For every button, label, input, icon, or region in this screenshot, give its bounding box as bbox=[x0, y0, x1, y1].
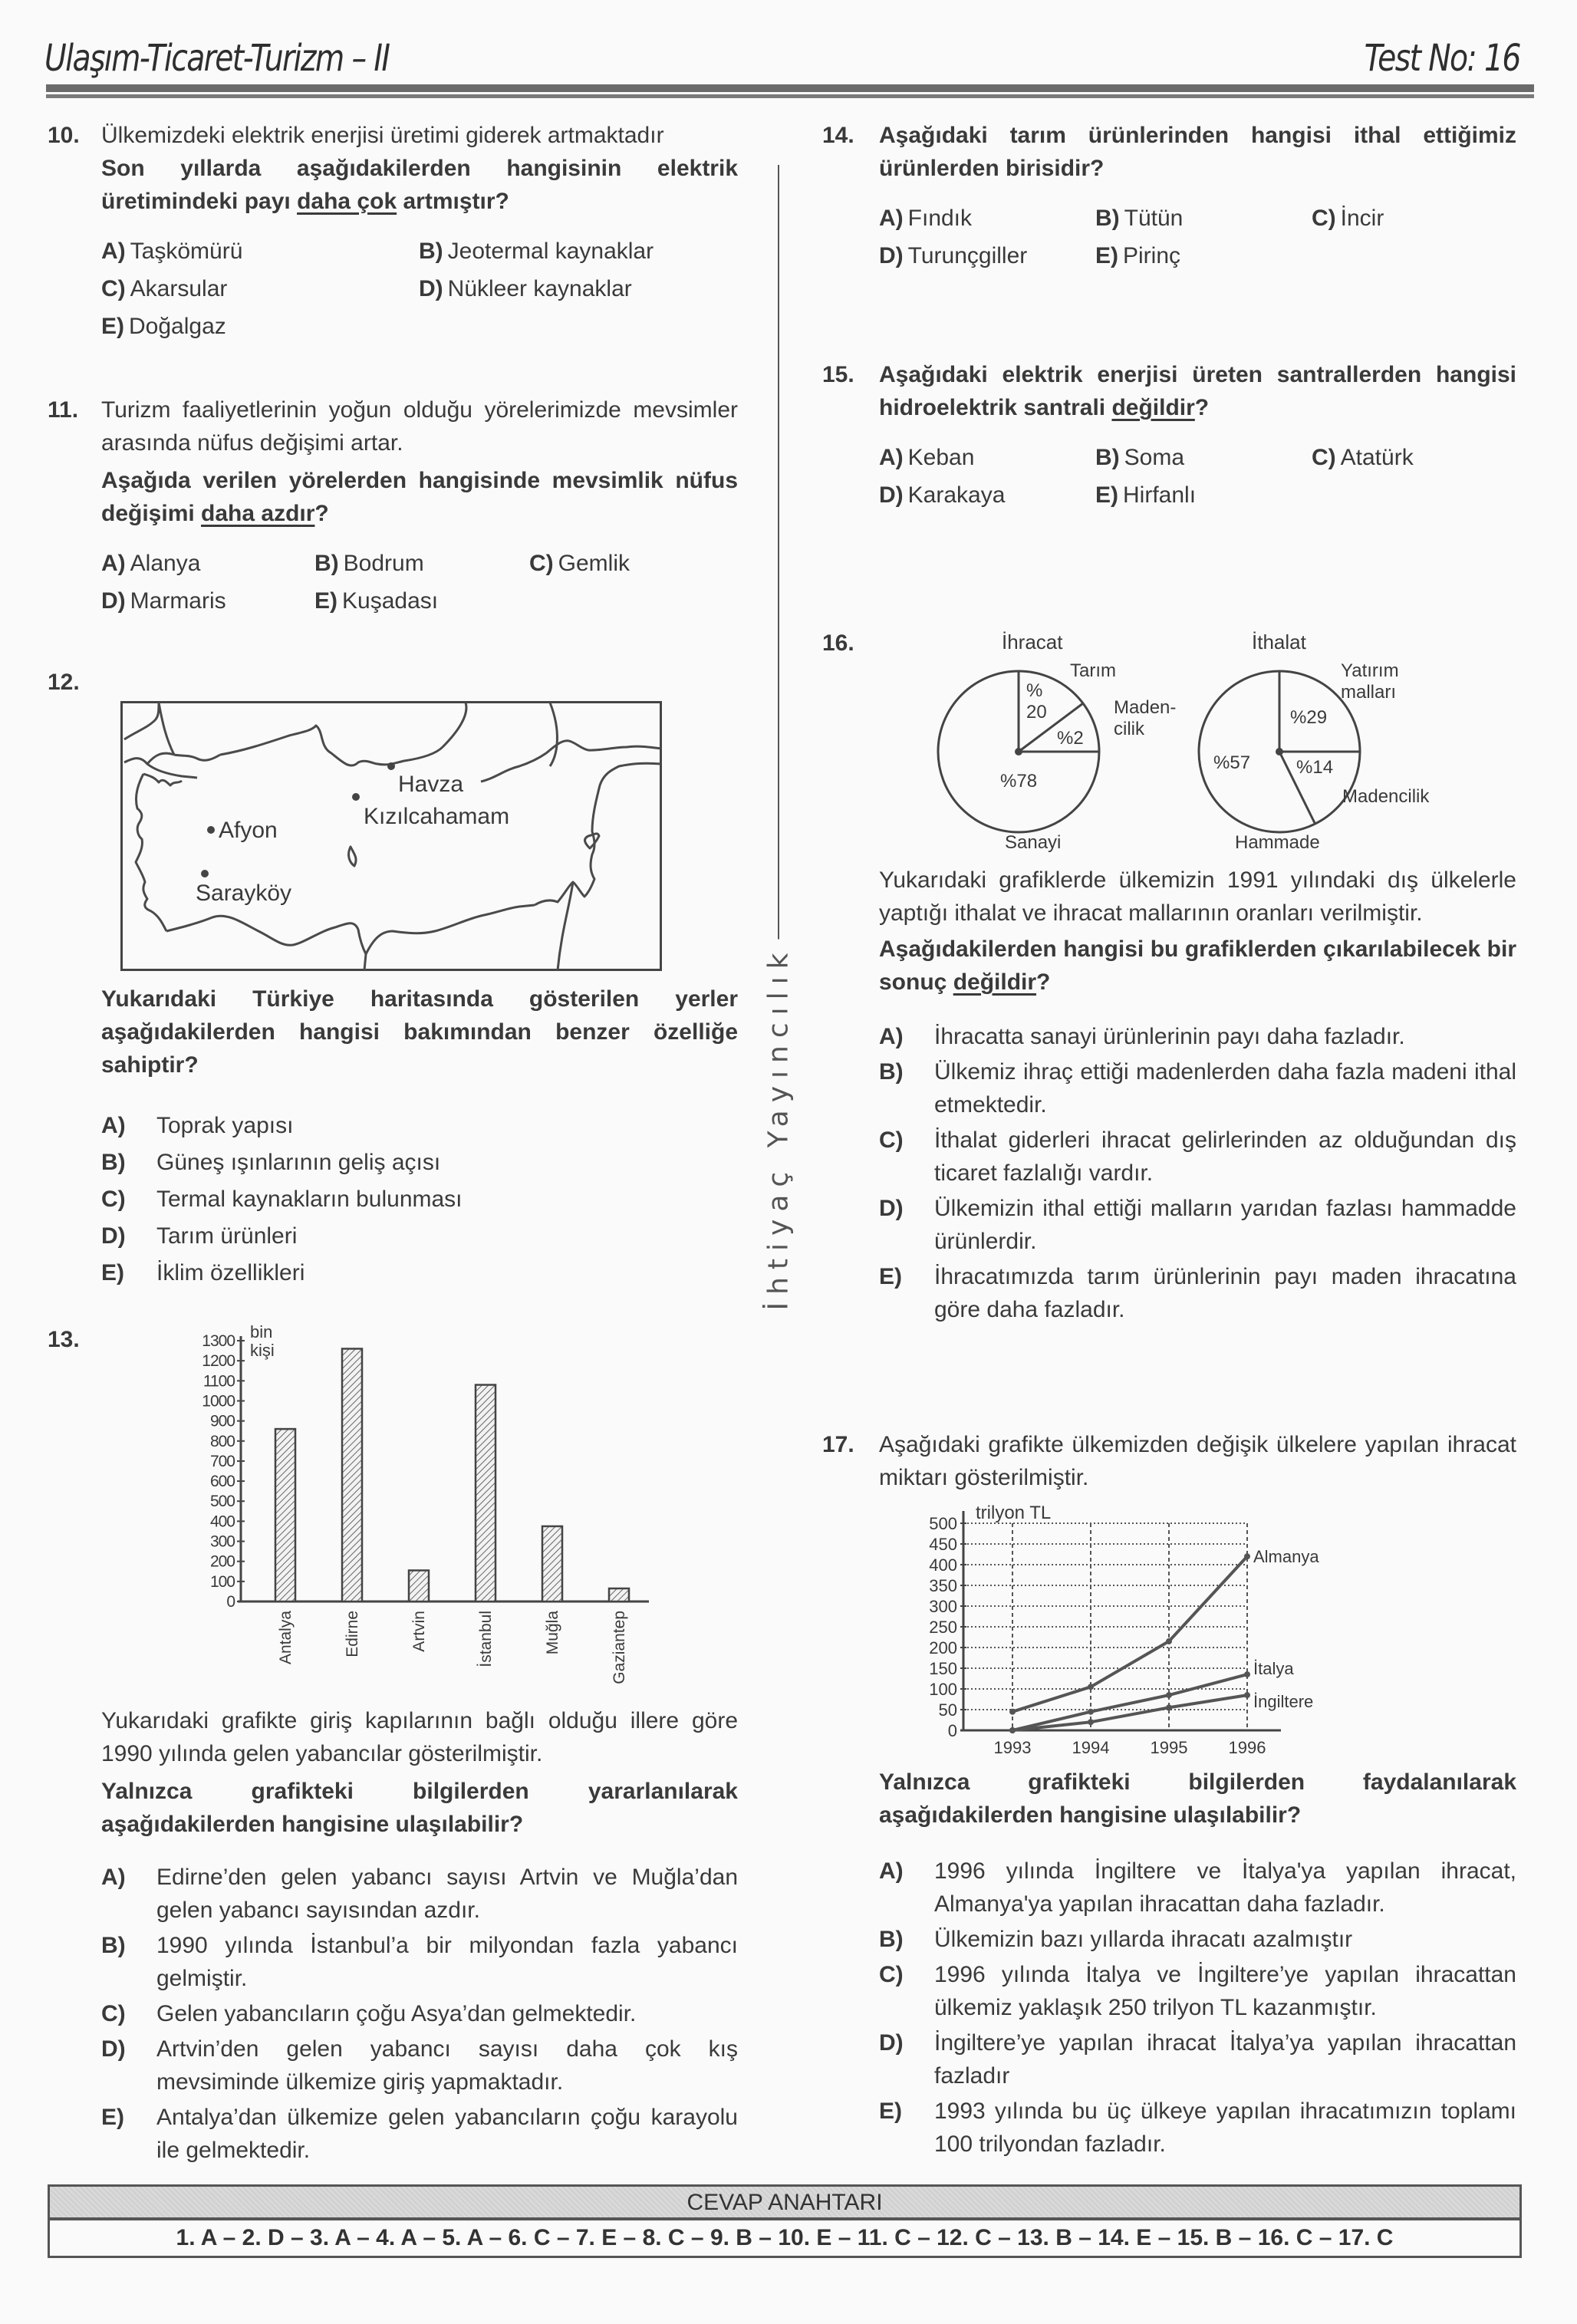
svg-text:1996: 1996 bbox=[1228, 1738, 1266, 1756]
answer-key bbox=[48, 2184, 1522, 2258]
question-stem: Yukarıdaki grafikte giriş kapılarının bağlı olduğu illere göre 1990 yılında gelen yabancılar gösterilmiştir. bbox=[101, 1708, 738, 1766]
option-c[interactable]: C) Akarsular bbox=[101, 276, 228, 301]
option-e[interactable]: E) Antalya’dan ülkemize gelen yabancıların çoğu karayolu ile gelmektedir. bbox=[101, 2105, 738, 2163]
svg-text:İtalya: İtalya bbox=[1253, 1659, 1294, 1679]
turkey-map bbox=[120, 701, 662, 971]
svg-text:%78: %78 bbox=[1000, 771, 1038, 792]
svg-text:Antalya: Antalya bbox=[277, 1611, 295, 1665]
svg-text:0: 0 bbox=[947, 1721, 957, 1740]
question-number: 14. bbox=[822, 123, 854, 148]
svg-text:100: 100 bbox=[209, 1572, 235, 1591]
option-d[interactable]: D) İngiltere’ye yapılan ihracat İtalya’ya yapılan ihracattan fazladır bbox=[879, 2030, 1516, 2089]
svg-text:İngiltere: İngiltere bbox=[1253, 1692, 1314, 1712]
option-e[interactable]: E) İklim özellikleri bbox=[101, 1260, 305, 1285]
option-c[interactable]: C) 1996 yılında İtalya ve İngiltere’ye yapılan ihracattan ülkemiz yaklaşık 250 trilyon TL kazanmıştır. bbox=[879, 1962, 1516, 2020]
svg-text:100: 100 bbox=[929, 1680, 957, 1699]
question-number: 15. bbox=[822, 362, 854, 387]
svg-text:1995: 1995 bbox=[1150, 1738, 1188, 1756]
svg-text:%57: %57 bbox=[1213, 752, 1251, 773]
option-e[interactable]: E) Kuşadası bbox=[314, 588, 439, 614]
question-number: 12. bbox=[48, 670, 80, 695]
svg-text:300: 300 bbox=[209, 1532, 235, 1551]
option-c[interactable]: C) İthalat giderleri ihracat gelirlerinden az olduğundan dış ticaret fazlalığı vardır. bbox=[879, 1127, 1516, 1186]
svg-text:600: 600 bbox=[209, 1473, 235, 1491]
question-number: 10. bbox=[48, 123, 80, 148]
option-c[interactable]: C) Termal kaynakların bulunması bbox=[101, 1187, 463, 1212]
question-prompt: Yalnızca grafikteki bilgilerden faydalanılarak aşağıdakilerden hangisine ulaşılabilir? bbox=[879, 1769, 1516, 1828]
svg-text:1993: 1993 bbox=[993, 1738, 1032, 1756]
option-a[interactable]: A) 1996 yılında İngiltere ve İtalya'ya yapılan ihracat, Almanya'ya yapılan ihracattan daha fazladır. bbox=[879, 1858, 1516, 1917]
question-13-body bbox=[101, 1704, 738, 2168]
svg-text:Gaziantep: Gaziantep bbox=[611, 1611, 628, 1684]
question-number: 17. bbox=[822, 1432, 854, 1457]
svg-text:200: 200 bbox=[929, 1638, 957, 1657]
question-prompt: Aşağıdakilerden hangisi bu grafiklerden çıkarılabilecek bir sonuç değildir? bbox=[879, 937, 1516, 995]
pie-label-sanayi: Sanayi bbox=[1005, 832, 1062, 853]
emphasis: daha çok bbox=[297, 189, 397, 214]
option-a[interactable]: A) İhracatta sanayi ürünlerinin payı daha fazladır. bbox=[879, 1024, 1405, 1049]
svg-text:300: 300 bbox=[929, 1597, 957, 1616]
option-c[interactable]: C) Atatürk bbox=[1312, 445, 1414, 470]
option-d[interactable]: D) Artvin’den gelen yabancı sayısı daha çok kış mevsiminde ülkemize giriş yapmaktadır. bbox=[101, 2036, 738, 2095]
option-b[interactable]: B) Jeotermal kaynaklar bbox=[419, 239, 654, 264]
option-a[interactable]: A) Keban bbox=[879, 445, 975, 470]
question-number: 11. bbox=[48, 397, 79, 423]
option-c[interactable]: C) İncir bbox=[1312, 206, 1384, 231]
answer-key-title: CEVAP ANAHTARI bbox=[50, 2187, 1519, 2220]
svg-text:20: 20 bbox=[1026, 702, 1047, 723]
option-e[interactable]: E) Pirinç bbox=[1095, 243, 1181, 268]
option-d[interactable]: D) Tarım ürünleri bbox=[101, 1223, 298, 1249]
question-prompt: Yukarıdaki Türkiye haritasında gösterilen yerler aşağıdakilerden hangisi bakımından benzer özelliğe sahiptir? bbox=[101, 986, 738, 1078]
svg-text:150: 150 bbox=[929, 1659, 957, 1678]
option-d[interactable]: D) Nükleer kaynaklar bbox=[419, 276, 632, 301]
pie-title-ithalat: İthalat bbox=[1252, 630, 1306, 653]
header-rule bbox=[46, 84, 1534, 94]
svg-text:Artvin: Artvin bbox=[410, 1611, 428, 1652]
svg-text:250: 250 bbox=[929, 1618, 957, 1637]
question-number: 13. bbox=[48, 1327, 80, 1352]
option-b[interactable]: B) Ülkemiz ihraç ettiği madenlerden daha fazla madeni ithal etmektedir. bbox=[879, 1059, 1516, 1118]
option-d[interactable]: D) Ülkemizin ithal ettiği malların yarıdan fazlası hammadde ürünlerdir. bbox=[879, 1196, 1516, 1254]
option-d[interactable]: D) Turunçgiller bbox=[879, 243, 1028, 268]
answer-key-line: 1. A – 2. D – 3. A – 4. A – 5. A – 6. C – 7. E – 8. C – 9. B – 10. E – 11. C – 12. C – 13. B – 14. E – 15. B – 16. C – 17. C bbox=[176, 2225, 1394, 2250]
question-stem: Aşağıdaki grafikte ülkemizden değişik ülkelere yapılan ihracat miktarı gösterilmiştir. bbox=[879, 1432, 1516, 1490]
option-b[interactable]: B) Bodrum bbox=[314, 551, 424, 576]
svg-text:1300: 1300 bbox=[202, 1332, 235, 1350]
option-a[interactable]: A) Edirne’den gelen yabancı sayısı Artvin ve Muğla’dan gelen yabancı sayısından azdır. bbox=[101, 1865, 738, 1923]
line-chart-exports bbox=[920, 1503, 1419, 1756]
svg-text:350: 350 bbox=[929, 1576, 957, 1595]
option-a[interactable]: A) Taşkömürü bbox=[101, 239, 243, 264]
y-axis-unit-bin: bin bbox=[250, 1322, 273, 1341]
svg-text:%2: %2 bbox=[1057, 728, 1084, 749]
pie-label-tarim: Tarım bbox=[1070, 660, 1116, 681]
y-axis-unit: trilyon TL bbox=[976, 1503, 1052, 1523]
question-prompt: Aşağıda verilen yörelerden hangisinde mevsimlik nüfus değişimi daha azdır? bbox=[101, 468, 738, 526]
option-a[interactable]: A) Alanya bbox=[101, 551, 201, 576]
svg-text:1100: 1100 bbox=[202, 1372, 235, 1391]
svg-text:%: % bbox=[1026, 680, 1043, 701]
question-17-body bbox=[879, 1766, 1516, 2161]
pie-title-ihracat: İhracat bbox=[1002, 630, 1063, 653]
y-axis-unit-kisi: kişi bbox=[250, 1341, 275, 1360]
option-d[interactable]: D) Karakaya bbox=[879, 482, 1006, 508]
svg-text:1994: 1994 bbox=[1072, 1738, 1110, 1756]
svg-text:Maden-: Maden- bbox=[1114, 697, 1177, 718]
section-title: Ulaşım-Ticaret-Turizm – II bbox=[44, 37, 390, 80]
question-prompt: Aşağıdaki tarım ürünlerinden hangisi ithal ettiğimiz ürünlerden birisidir? bbox=[879, 123, 1516, 181]
map-label-havza: Havza bbox=[398, 772, 464, 797]
svg-text:450: 450 bbox=[929, 1535, 957, 1554]
svg-text:malları: malları bbox=[1341, 682, 1397, 703]
option-a[interactable]: A) Toprak yapısı bbox=[101, 1113, 294, 1138]
option-e[interactable]: E) 1993 yılında bu üç ülkeye yapılan ihracatımızın toplamı 100 trilyondan fazladır. bbox=[879, 2099, 1516, 2157]
bar-chart-foreign-visitors bbox=[176, 1319, 667, 1703]
question-stem: Yukarıdaki grafiklerde ülkemizin 1991 yılındaki dış ülkelerle yaptığı ithalat ve ihracat mallarının oranları verilmiştir. bbox=[879, 867, 1516, 926]
option-b[interactable]: B) Soma bbox=[1095, 445, 1185, 470]
option-e[interactable]: E) Hirfanlı bbox=[1095, 482, 1197, 508]
svg-text:900: 900 bbox=[209, 1412, 235, 1430]
option-b[interactable]: B) Güneş ışınlarının geliş açısı bbox=[101, 1150, 441, 1175]
option-e[interactable]: E) Doğalgaz bbox=[101, 314, 226, 339]
pie-label-hammade: Hammade bbox=[1235, 832, 1320, 853]
svg-text:Edirne: Edirne bbox=[344, 1611, 361, 1657]
map-label-kizilcahamam: Kızılcahamam bbox=[364, 804, 510, 829]
svg-text:Yatırım: Yatırım bbox=[1341, 660, 1399, 681]
svg-text:cilik: cilik bbox=[1114, 719, 1144, 739]
svg-text:800: 800 bbox=[209, 1432, 235, 1450]
option-c[interactable]: C) Gemlik bbox=[529, 551, 630, 576]
question-prompt: Son yıllarda aşağıdakilerden hangisinin elektrik üretimindeki payı daha çok artmıştır? bbox=[101, 156, 738, 214]
pie-label-madencilik: Madencilik bbox=[1342, 786, 1430, 807]
question-stem: Turizm faaliyetlerinin yoğun olduğu yörelerimizde mevsimler arasında nüfus değişimi artar. bbox=[101, 397, 738, 456]
map-label-afyon: Afyon bbox=[219, 818, 278, 843]
svg-text:1200: 1200 bbox=[202, 1352, 235, 1371]
pie-charts-trade bbox=[936, 621, 1457, 859]
svg-text:700: 700 bbox=[209, 1452, 235, 1470]
svg-text:%29: %29 bbox=[1290, 707, 1328, 728]
option-b[interactable]: B) 1990 yılında İstanbul’a bir milyondan fazla yabancı gelmiştir. bbox=[101, 1933, 738, 1991]
question-prompt: Aşağıdaki elektrik enerjisi üreten santrallerden hangisi hidroelektrik santrali değildir? bbox=[879, 362, 1516, 420]
option-a[interactable]: A) Fındık bbox=[879, 206, 973, 231]
svg-text:İstanbul: İstanbul bbox=[477, 1611, 495, 1667]
svg-text:50: 50 bbox=[938, 1700, 957, 1720]
emphasis: değildir bbox=[953, 969, 1037, 995]
option-b[interactable]: B) Ülkemizin bazı yıllarda ihracatı azalmıştır bbox=[879, 1927, 1353, 1952]
svg-text:500: 500 bbox=[209, 1493, 235, 1511]
svg-text:200: 200 bbox=[209, 1552, 235, 1571]
svg-text:Muğla: Muğla bbox=[544, 1611, 561, 1655]
question-12-body bbox=[101, 983, 738, 1290]
test-number: Test No: 16 bbox=[1364, 37, 1520, 80]
option-b[interactable]: B) Tütün bbox=[1095, 206, 1184, 231]
question-stem: Ülkemizdeki elektrik enerjisi üretimi giderek artmaktadır bbox=[101, 123, 664, 148]
option-d[interactable]: D) Marmaris bbox=[101, 588, 226, 614]
map-label-saraykoy: Sarayköy bbox=[196, 881, 292, 906]
svg-text:Almanya: Almanya bbox=[1253, 1547, 1319, 1567]
svg-text:1000: 1000 bbox=[202, 1392, 235, 1411]
publisher-watermark: İhtiyaç Yayıncılık bbox=[756, 966, 802, 1289]
svg-text:0: 0 bbox=[226, 1593, 235, 1611]
option-c[interactable]: C) Gelen yabancıların çoğu Asya’dan gelmektedir. bbox=[101, 2001, 637, 2026]
emphasis: değildir bbox=[1111, 395, 1195, 420]
svg-text:400: 400 bbox=[209, 1513, 235, 1531]
question-prompt: Yalnızca grafikteki bilgilerden yararlanılarak aşağıdakilerden hangisine ulaşılabilir? bbox=[101, 1779, 738, 1837]
question-number: 16. bbox=[822, 630, 854, 656]
emphasis: daha azdır bbox=[201, 501, 315, 526]
svg-text:%14: %14 bbox=[1296, 757, 1334, 778]
svg-text:400: 400 bbox=[929, 1555, 957, 1575]
question-16-body bbox=[879, 864, 1516, 1327]
option-e[interactable]: E) İhracatımızda tarım ürünlerinin payı maden ihracatına göre daha fazladır. bbox=[879, 1264, 1516, 1322]
svg-text:500: 500 bbox=[929, 1514, 957, 1533]
